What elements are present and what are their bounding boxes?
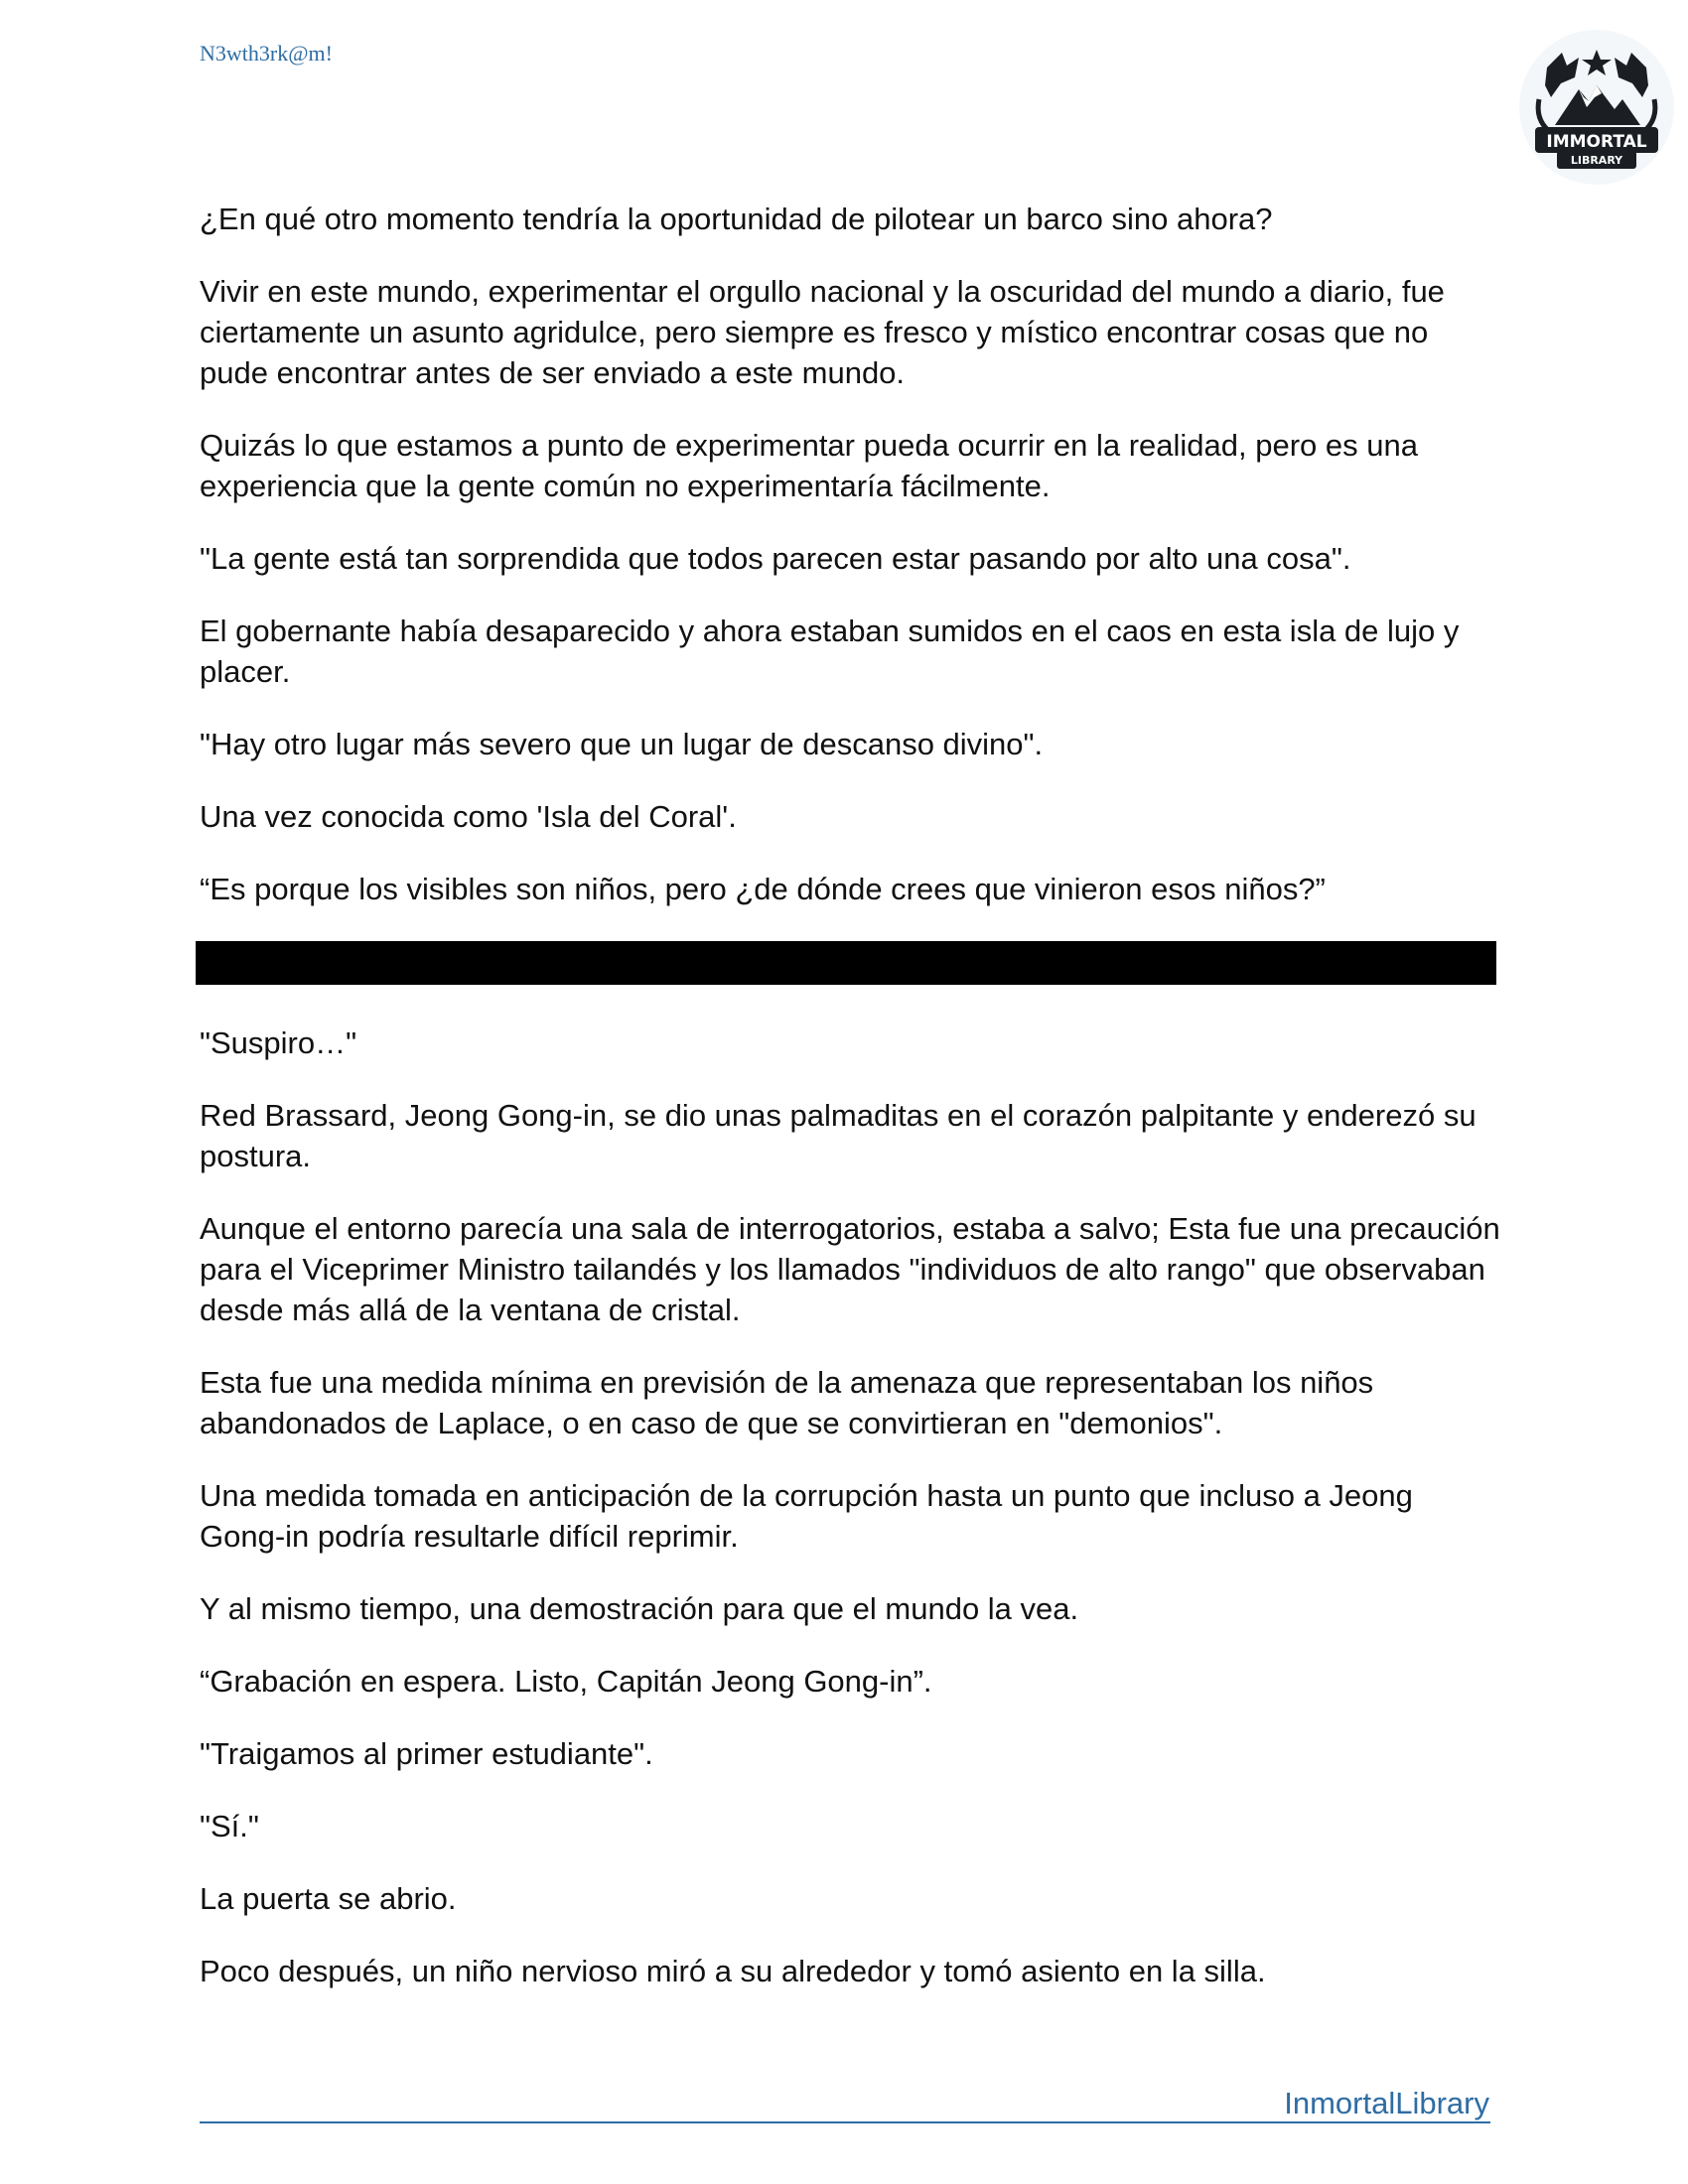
logo-text-line1: IMMORTAL bbox=[1546, 132, 1647, 152]
paragraph: Vivir en este mundo, experimentar el orgullo nacional y la oscuridad del mundo a diario, fue ciertamente un asunto agridulce, pero siempre es fresco y místico encontrar cosas que no pude encontrar antes de ser enviado a este mundo. bbox=[200, 274, 1445, 390]
paragraph: "Hay otro lugar más severo que un lugar de descanso divino". bbox=[200, 727, 1044, 761]
paragraph: “Es porque los visibles son niños, pero ¿de dónde crees que vinieron esos niños?” bbox=[200, 872, 1326, 906]
paragraph: ¿En qué otro momento tendría la oportunidad de pilotear un barco sino ahora? bbox=[200, 202, 1273, 236]
paragraph: "La gente está tan sorprendida que todos parecen estar pasando por alto una cosa". bbox=[200, 541, 1351, 576]
document-body bbox=[200, 199, 1500, 2023]
paragraph: "Sí." bbox=[200, 1809, 259, 1843]
immortal-library-logo bbox=[1517, 28, 1676, 187]
paragraph: "Traigamos al primer estudiante". bbox=[200, 1736, 653, 1771]
header-watermark-text: N3wth3rk@m! bbox=[200, 41, 333, 66]
footer-link[interactable]: InmortalLibrary bbox=[1284, 2086, 1489, 2120]
paragraph: Una medida tomada en anticipación de la corrupción hasta un punto que incluso a Jeong Gong-in podría resultarle difícil reprimir. bbox=[200, 1478, 1413, 1554]
paragraph: Y al mismo tiempo, una demostración para que el mundo la vea. bbox=[200, 1591, 1079, 1626]
paragraph: El gobernante había desaparecido y ahora estaban sumidos en el caos en esta isla de lujo y placer. bbox=[200, 614, 1460, 689]
paragraph: "Suspiro…" bbox=[200, 1025, 357, 1060]
paragraph: Aunque el entorno parecía una sala de interrogatorios, estaba a salvo; Esta fue una precaución para el Viceprimer Ministro tailandés y los llamados "individuos de alto rango" que observaban desde más allá de la ventana de cristal. bbox=[200, 1211, 1500, 1327]
redaction-bar bbox=[196, 941, 1496, 985]
paragraph: “Grabación en espera. Listo, Capitán Jeong Gong-in”. bbox=[200, 1664, 932, 1699]
paragraph: Quizás lo que estamos a punto de experimentar pueda ocurrir en la realidad, pero es una experiencia que la gente común no experimentaría fácilmente. bbox=[200, 428, 1418, 503]
paragraph: Red Brassard, Jeong Gong-in, se dio unas palmaditas en el corazón palpitante y enderezó su postura. bbox=[200, 1098, 1477, 1173]
paragraph: Una vez conocida como 'Isla del Coral'. bbox=[200, 799, 737, 834]
paragraph: Poco después, un niño nervioso miró a su alrededor y tomó asiento en la silla. bbox=[200, 1954, 1266, 1988]
paragraph: La puerta se abrio. bbox=[200, 1881, 457, 1916]
logo-text-line2: LIBRARY bbox=[1570, 154, 1623, 167]
paragraph: Esta fue una medida mínima en previsión de la amenaza que representaban los niños abandonados de Laplace, o en caso de que se convirtieran en "demonios". bbox=[200, 1365, 1374, 1440]
dragon-mountain-shield-icon bbox=[1517, 28, 1676, 187]
